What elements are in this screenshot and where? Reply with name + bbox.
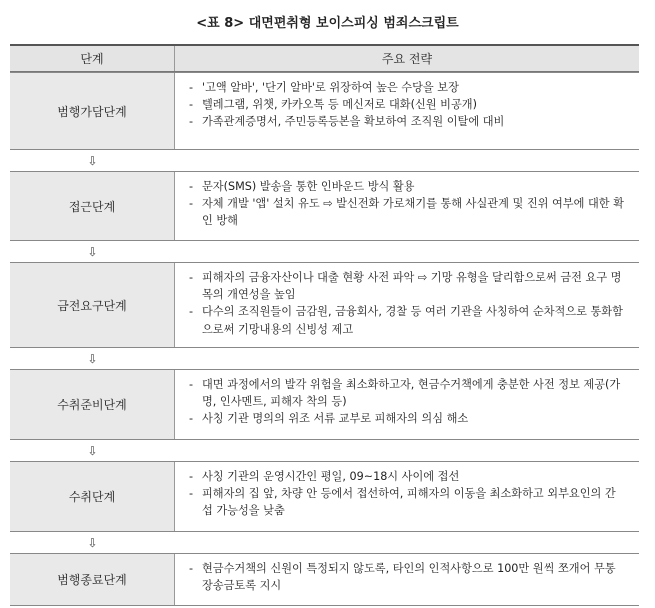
down-arrow-icon: ⇩ bbox=[87, 244, 98, 259]
stage-label: 범행종료단계 bbox=[10, 554, 175, 605]
down-arrow-icon: ⇩ bbox=[87, 153, 98, 168]
strategy-cell bbox=[175, 73, 639, 149]
down-arrow-icon: ⇩ bbox=[87, 351, 98, 366]
strategy-item: - 사칭 기관의 운영시간인 평일, 09~18시 사이에 접선 bbox=[189, 468, 625, 485]
table-row bbox=[10, 171, 639, 241]
stage-label: 범행가담단계 bbox=[10, 73, 175, 149]
strategy-item: - 현금수거책의 신원이 특정되지 않도록, 타인의 인적사항으로 100만 원씩 쪼개어 무통장송금토록 지시 bbox=[189, 560, 625, 594]
strategy-cell bbox=[175, 263, 639, 347]
strategy-list bbox=[189, 79, 625, 131]
down-arrow-icon: ⇩ bbox=[87, 443, 98, 458]
strategy-list bbox=[189, 560, 625, 594]
stage-transition bbox=[10, 241, 639, 262]
strategy-cell bbox=[175, 554, 639, 605]
strategy-item: - 다수의 조직원들이 금감원, 금융회사, 경찰 등 여러 기관을 사칭하여 순차적으로 통화함으로써 기망내용의 신빙성 제고 bbox=[189, 303, 625, 337]
strategy-cell bbox=[175, 370, 639, 439]
stage-transition bbox=[10, 150, 639, 171]
crime-script-table bbox=[10, 44, 639, 606]
stage-transition bbox=[10, 440, 639, 461]
stage-label: 금전요구단계 bbox=[10, 263, 175, 347]
strategy-list bbox=[189, 468, 625, 520]
strategy-list bbox=[189, 178, 625, 230]
table-row bbox=[10, 461, 639, 532]
strategy-list bbox=[189, 269, 625, 338]
header-stage: 단계 bbox=[10, 46, 175, 71]
table-row bbox=[10, 553, 639, 606]
strategy-item: - 피해자의 금융자산이나 대출 현황 사전 파악 ⇨ 기망 유형을 달리함으로써 금전 요구 명목의 개연성을 높임 bbox=[189, 269, 625, 303]
strategy-item: - '고액 알바', '단기 알바'로 위장하여 높은 수당을 보장 bbox=[189, 79, 625, 96]
header-strategy: 주요 전략 bbox=[381, 52, 433, 66]
table-row bbox=[10, 72, 639, 150]
strategy-item: - 대면 과정에서의 발각 위험을 최소화하고자, 현금수거책에게 충분한 사전 정보 제공(가명, 인사멘트, 피해자 착의 등) bbox=[189, 376, 625, 410]
table-header bbox=[10, 44, 639, 72]
table-row bbox=[10, 262, 639, 348]
stage-label: 수취단계 bbox=[10, 462, 175, 531]
stage-label: 수취준비단계 bbox=[10, 370, 175, 439]
strategy-item: - 가족관계증명서, 주민등록등본을 확보하여 조직원 이탈에 대비 bbox=[189, 113, 625, 130]
strategy-item: - 자체 개발 '앱' 설치 유도 ⇨ 발신전화 가로채기를 통해 사실관계 및 진위 여부에 대한 확인 방해 bbox=[189, 195, 625, 229]
stage-transition bbox=[10, 532, 639, 553]
strategy-list bbox=[189, 376, 625, 428]
table-title: <표 8> 대면편취형 보이스피싱 범죄스크립트 bbox=[196, 16, 459, 31]
strategy-item: - 사칭 기관 명의의 위조 서류 교부로 피해자의 의심 해소 bbox=[189, 410, 625, 427]
stage-transition bbox=[10, 348, 639, 369]
stage-label: 접근단계 bbox=[10, 172, 175, 240]
strategy-item: - 텔레그램, 위챗, 카카오톡 등 메신저로 대화(신원 비공개) bbox=[189, 96, 625, 113]
strategy-cell bbox=[175, 172, 639, 240]
strategy-item: - 문자(SMS) 발송을 통한 인바운드 방식 활용 bbox=[189, 178, 625, 195]
strategy-cell bbox=[175, 462, 639, 531]
down-arrow-icon: ⇩ bbox=[87, 535, 98, 550]
table-row bbox=[10, 369, 639, 440]
strategy-item: - 피해자의 집 앞, 차량 안 등에서 접선하여, 피해자의 이동을 최소화하고 외부요인의 간섭 가능성을 낮춤 bbox=[189, 485, 625, 519]
